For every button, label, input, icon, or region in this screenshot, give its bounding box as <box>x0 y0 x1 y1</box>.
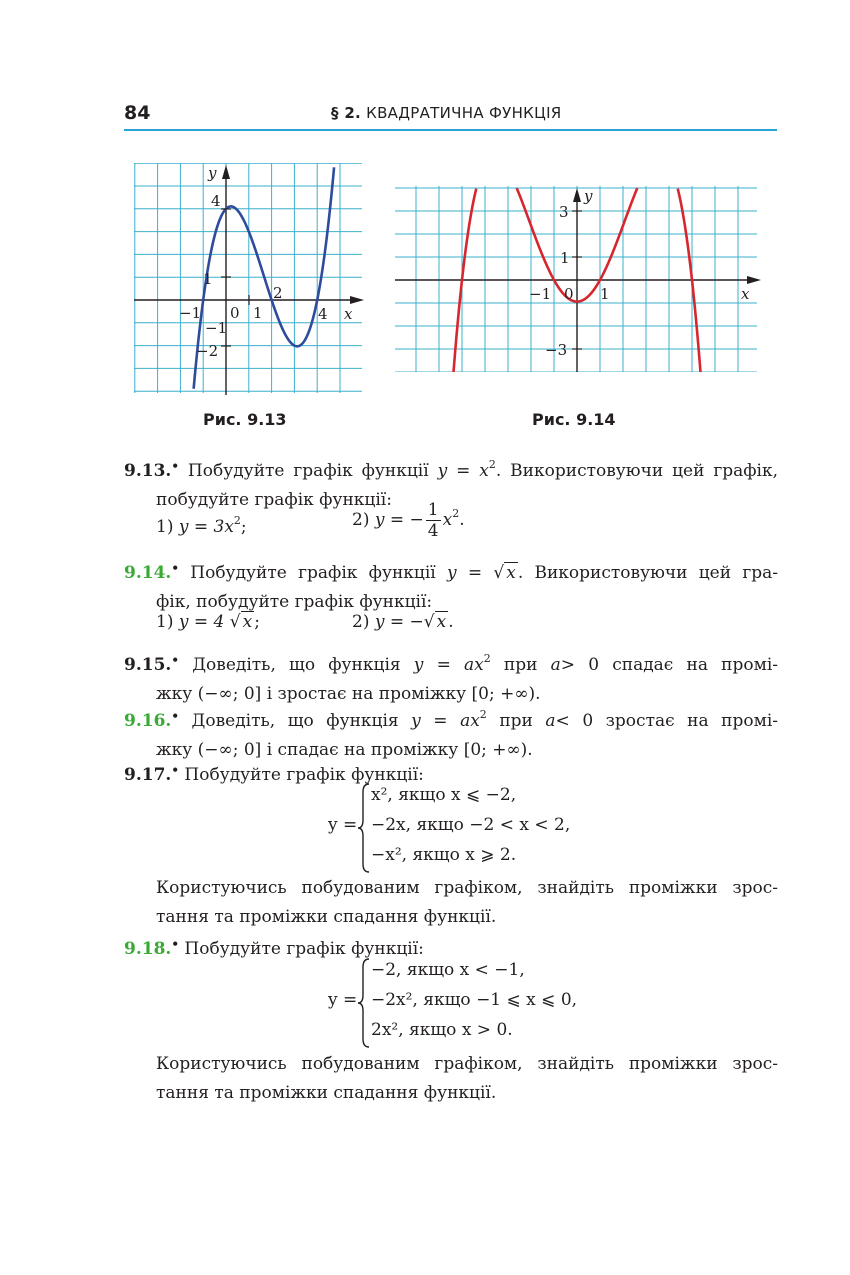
subtask-number: 2) <box>352 510 370 530</box>
left-brace-icon <box>357 782 371 874</box>
formula: y = <box>446 563 483 583</box>
label-x1: 1 <box>253 304 263 322</box>
piecewise-lhs: y = <box>328 815 358 835</box>
problem-text: Побудуйте графік функції: <box>184 939 424 959</box>
subtask-number: 1) <box>156 612 174 632</box>
radicand: x <box>242 612 253 632</box>
axis-label-y: y <box>584 187 593 205</box>
header-rule <box>124 129 777 131</box>
radicand: x <box>436 612 447 632</box>
y-axis-arrow-icon <box>573 188 581 202</box>
problem-line: 9.15.• Доведіть, що функція $y = ax^2$ при a> 0 спадає на промі- <box>124 652 779 675</box>
problem-text: тання та проміжки спадання функції. <box>156 907 497 927</box>
formula: y = ax <box>413 655 484 675</box>
label-y1: 1 <box>203 270 213 288</box>
problem-9-18-followup <box>124 1050 778 1108</box>
axis-label-y: y <box>208 164 217 182</box>
problem-text: < 0 зростає на промі- <box>555 711 778 731</box>
piecewise-row-3: 2x², якщо x > 0. <box>371 1020 513 1040</box>
page-number: 84 <box>124 102 151 124</box>
problem-line: 9.18.• Побудуйте графік функції: <box>124 937 424 959</box>
piecewise-row-1: x², якщо x ⩽ −2, <box>371 785 517 805</box>
problem-text: жку (−∞; 0] і зростає на проміжку [0; +∞). <box>156 684 541 704</box>
numerator: 1 <box>427 500 439 520</box>
label-y4: 4 <box>211 192 221 210</box>
formula: y = 4 <box>178 612 225 632</box>
formula: y = − <box>374 612 424 632</box>
caption-9-14: Рис. 9.14 <box>532 410 616 429</box>
fraction <box>426 500 441 541</box>
subtask-number: 1) <box>156 517 174 537</box>
problem-text: побудуйте графік функції: <box>156 490 392 510</box>
problem-text: Користуючись побудованим графіком, знайдіть проміжки зрос- <box>156 878 778 898</box>
formula: a <box>545 711 556 731</box>
piecewise-row-1: −2, якщо x < −1, <box>371 960 525 980</box>
problem-line: 9.16.• Доведіть, що функція $y = ax^2$ при a< 0 зростає на промі- <box>124 708 778 731</box>
formula: a <box>550 655 561 675</box>
problem-number: 9.15. <box>124 655 172 675</box>
formula: y = x <box>437 461 489 481</box>
figure-9-14 <box>395 186 763 372</box>
problem-number: 9.17. <box>124 765 172 785</box>
radicand: x <box>506 563 516 583</box>
problem-9-18 <box>124 930 778 964</box>
problem-text: Доведіть, що функція <box>192 655 401 675</box>
label-xm1: −1 <box>529 285 552 303</box>
problem-line: 9.17.• Побудуйте графік функції: <box>124 763 424 785</box>
problem-line: 9.13.• Побудуйте графік функції $y = x^2$. Використовуючи цей графік, <box>124 458 779 481</box>
problem-number: 9.13. <box>124 461 172 481</box>
formula: y = − <box>374 510 424 530</box>
x-axis-arrow-icon <box>350 296 364 304</box>
page-header <box>124 100 777 130</box>
figure-9-13 <box>134 163 364 395</box>
label-x2: 2 <box>273 284 283 302</box>
problem-text: фік, побудуйте графік функції: <box>156 592 433 612</box>
problem-text: Користуючись побудованим графіком, знайдіть проміжки зрос- <box>156 1054 778 1074</box>
problem-text: Побудуйте графік функції <box>190 563 436 583</box>
label-ym3: −3 <box>545 341 568 359</box>
formula: x <box>442 510 453 530</box>
problem-text: Побудуйте графік функції <box>187 461 429 481</box>
axis-label-x: x <box>741 285 750 303</box>
problem-number: 9.18. <box>124 939 172 959</box>
problem-text: при <box>503 655 538 675</box>
left-brace-icon <box>357 957 371 1049</box>
piecewise-lhs: y = <box>328 990 358 1010</box>
problem-text: при <box>499 711 533 731</box>
problem-number: 9.16. <box>124 711 172 731</box>
piecewise-row-2: −2x², якщо −1 ⩽ x ⩽ 0, <box>371 990 578 1010</box>
problem-text: . Використовуючи цей гра- <box>517 563 778 583</box>
subtask-1: 1) $y = 3x^2$; <box>156 514 247 537</box>
section-mark: § 2. <box>331 104 362 122</box>
problem-number: 9.14. <box>124 563 172 583</box>
label-x4: 4 <box>318 305 328 323</box>
label-x1: 1 <box>600 285 610 303</box>
piecewise-row-3: −x², якщо x ⩾ 2. <box>371 845 517 865</box>
section-name: КВАДРАТИЧНА ФУНКЦІЯ <box>366 104 562 122</box>
axis-label-x: x <box>344 305 353 323</box>
grid <box>134 163 362 393</box>
label-y3: 3 <box>559 203 569 221</box>
section-title <box>331 104 562 122</box>
problem-9-17-followup <box>124 874 778 932</box>
subtask-2: 2) y = − $\frac{1}{4}$ $x^2$. <box>352 500 465 541</box>
subtask-2: 2) y = −√ x . <box>352 612 454 632</box>
problem-9-14 <box>124 554 778 617</box>
label-x0: 0 <box>564 285 574 303</box>
piecewise-row-2: −2x, якщо −2 < x < 2, <box>371 815 571 835</box>
problem-text: . Використовуючи цей графік, <box>495 461 779 481</box>
problem-text: жку (−∞; 0] і спадає на проміжку [0; +∞). <box>156 740 533 760</box>
label-ym2: −2 <box>196 342 219 360</box>
problem-text: Доведіть, що функція <box>191 711 399 731</box>
problem-text: тання та проміжки спадання функції. <box>156 1083 497 1103</box>
grid <box>395 186 757 372</box>
problem-text: > 0 спадає на промі- <box>560 655 779 675</box>
subtask-1: 1) y = 4 √ x ; <box>156 612 260 632</box>
subtask-number: 2) <box>352 612 370 632</box>
x-axis-arrow-icon <box>747 276 761 284</box>
problem-text: Побудуйте графік функції: <box>184 765 424 785</box>
caption-9-13: Рис. 9.13 <box>203 410 287 429</box>
label-x0: 0 <box>230 304 240 322</box>
formula: y = ax <box>411 711 480 731</box>
denominator: 4 <box>427 521 439 541</box>
label-xm1: −1 <box>179 304 202 322</box>
problem-line: 9.14.• Побудуйте графік функції y = √ x . Використовуючи цей гра- <box>124 561 778 583</box>
label-y1: 1 <box>560 249 570 267</box>
y-axis-arrow-icon <box>222 165 230 179</box>
formula: y = 3x <box>178 517 234 537</box>
label-ym1: −1 <box>205 319 228 337</box>
